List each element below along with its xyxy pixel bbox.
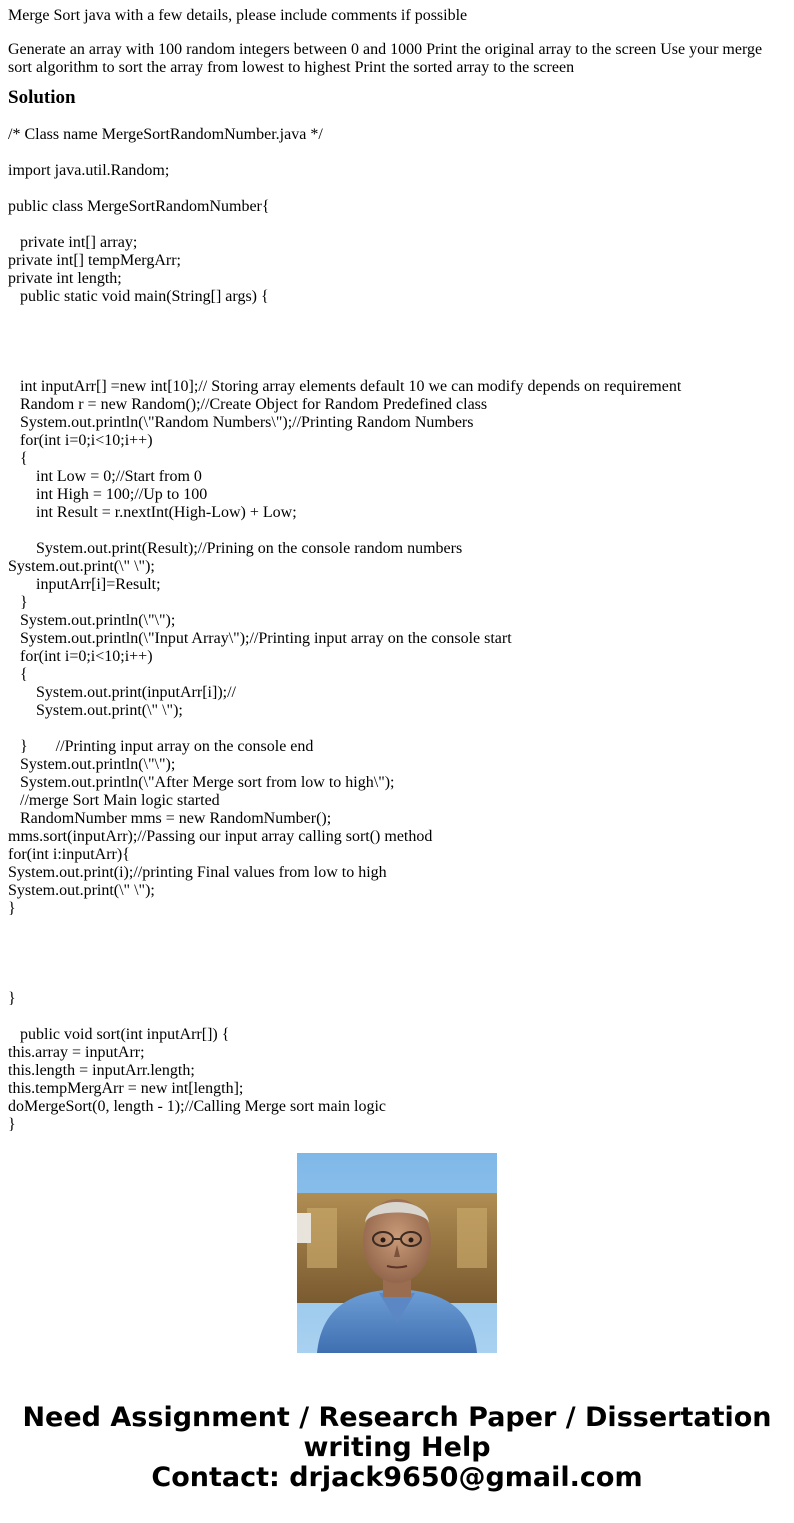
code-line: int inputArr[] =new int[10];// Storing array elements default 10 we can modify depends on requirement: [8, 378, 682, 395]
question-body: Generate an array with 100 random integers between 0 and 1000 Print the original array to the screen Use your merge sort algorithm to sort the array from lowest to highest Print the sorted array to the screen: [8, 41, 763, 76]
code-line: private int[] tempMergArr;: [8, 252, 181, 269]
code-line: inputArr[i]=Result;: [8, 576, 161, 593]
code-line: [8, 1008, 786, 1026]
code-line: public static void main(String[] args) {: [8, 288, 269, 305]
code-line: this.tempMergArr = new int[length];: [8, 1080, 244, 1097]
code-line: [8, 918, 786, 936]
code-line: [8, 216, 786, 234]
code-line: System.out.println(\"\");: [8, 612, 176, 629]
author-avatar: [297, 1153, 497, 1353]
author-photo: [297, 1153, 497, 1353]
code-line: [8, 360, 786, 378]
code-line: [8, 972, 786, 990]
code-line: [8, 306, 786, 324]
code-line: for(int i:inputArr){: [8, 846, 130, 863]
solution-code: [8, 126, 786, 1134]
code-line: [8, 522, 786, 540]
code-line: for(int i=0;i<10;i++): [8, 432, 153, 449]
code-line: Random r = new Random();//Create Object for Random Predefined class: [8, 396, 488, 413]
code-line: System.out.print(i);//printing Final values from low to high: [8, 864, 387, 881]
code-line: System.out.print(Result);//Prining on the console random numbers: [8, 540, 463, 557]
code-line: //merge Sort Main logic started: [8, 792, 220, 809]
code-line: }: [8, 1116, 16, 1133]
code-line: [8, 954, 786, 972]
code-line: public class MergeSortRandomNumber{: [8, 198, 270, 215]
code-line: [8, 720, 786, 738]
code-line: this.length = inputArr.length;: [8, 1062, 195, 1079]
code-line: {: [8, 450, 28, 467]
code-line: }: [8, 594, 28, 611]
code-line: System.out.println(\"Random Numbers\");//Printing Random Numbers: [8, 414, 474, 431]
code-line: /* Class name MergeSortRandomNumber.java */: [8, 126, 323, 143]
code-line: private int[] array;: [8, 234, 138, 251]
code-line: }: [8, 900, 16, 917]
code-line: } //Printing input array on the console end: [8, 738, 314, 755]
code-line: RandomNumber mms = new RandomNumber();: [8, 810, 332, 827]
code-line: [8, 144, 786, 162]
code-line: [8, 342, 786, 360]
footer-line-2: writing Help: [303, 1432, 491, 1463]
code-line: int Result = r.nextInt(High-Low) + Low;: [8, 504, 297, 521]
code-line: System.out.println(\"\");: [8, 756, 176, 773]
code-line: System.out.println(\"After Merge sort from low to high\");: [8, 774, 395, 791]
code-line: System.out.print(\" \");: [8, 882, 155, 899]
document-content: [8, 7, 786, 1133]
solution-heading: Solution: [8, 87, 76, 108]
code-line: int Low = 0;//Start from 0: [8, 468, 202, 485]
code-line: this.array = inputArr;: [8, 1044, 145, 1061]
code-line: import java.util.Random;: [8, 162, 170, 179]
footer-contact: Contact: drjack9650@gmail.com: [151, 1462, 643, 1493]
code-line: mms.sort(inputArr);//Passing our input array calling sort() method: [8, 828, 433, 845]
code-line: }: [8, 990, 16, 1007]
code-line: doMergeSort(0, length - 1);//Calling Merge sort main logic: [8, 1098, 387, 1115]
code-line: private int length;: [8, 270, 122, 287]
code-line: for(int i=0;i<10;i++): [8, 648, 153, 665]
code-line: System.out.println(\"Input Array\");//Printing input array on the console start: [8, 630, 512, 647]
code-line: System.out.print(\" \");: [8, 702, 183, 719]
code-line: public void sort(int inputArr[]) {: [8, 1026, 230, 1043]
code-line: System.out.print(inputArr[i]);//: [8, 684, 236, 701]
code-line: System.out.print(\" \");: [8, 558, 155, 575]
question-title: Merge Sort java with a few details, please include comments if possible: [8, 7, 468, 24]
footer-banner: [0, 1403, 794, 1493]
code-line: [8, 324, 786, 342]
code-line: [8, 936, 786, 954]
code-line: {: [8, 666, 28, 683]
footer-line-1: Need Assignment / Research Paper / Dissertation: [22, 1402, 772, 1433]
code-line: [8, 180, 786, 198]
code-line: int High = 100;//Up to 100: [8, 486, 208, 503]
